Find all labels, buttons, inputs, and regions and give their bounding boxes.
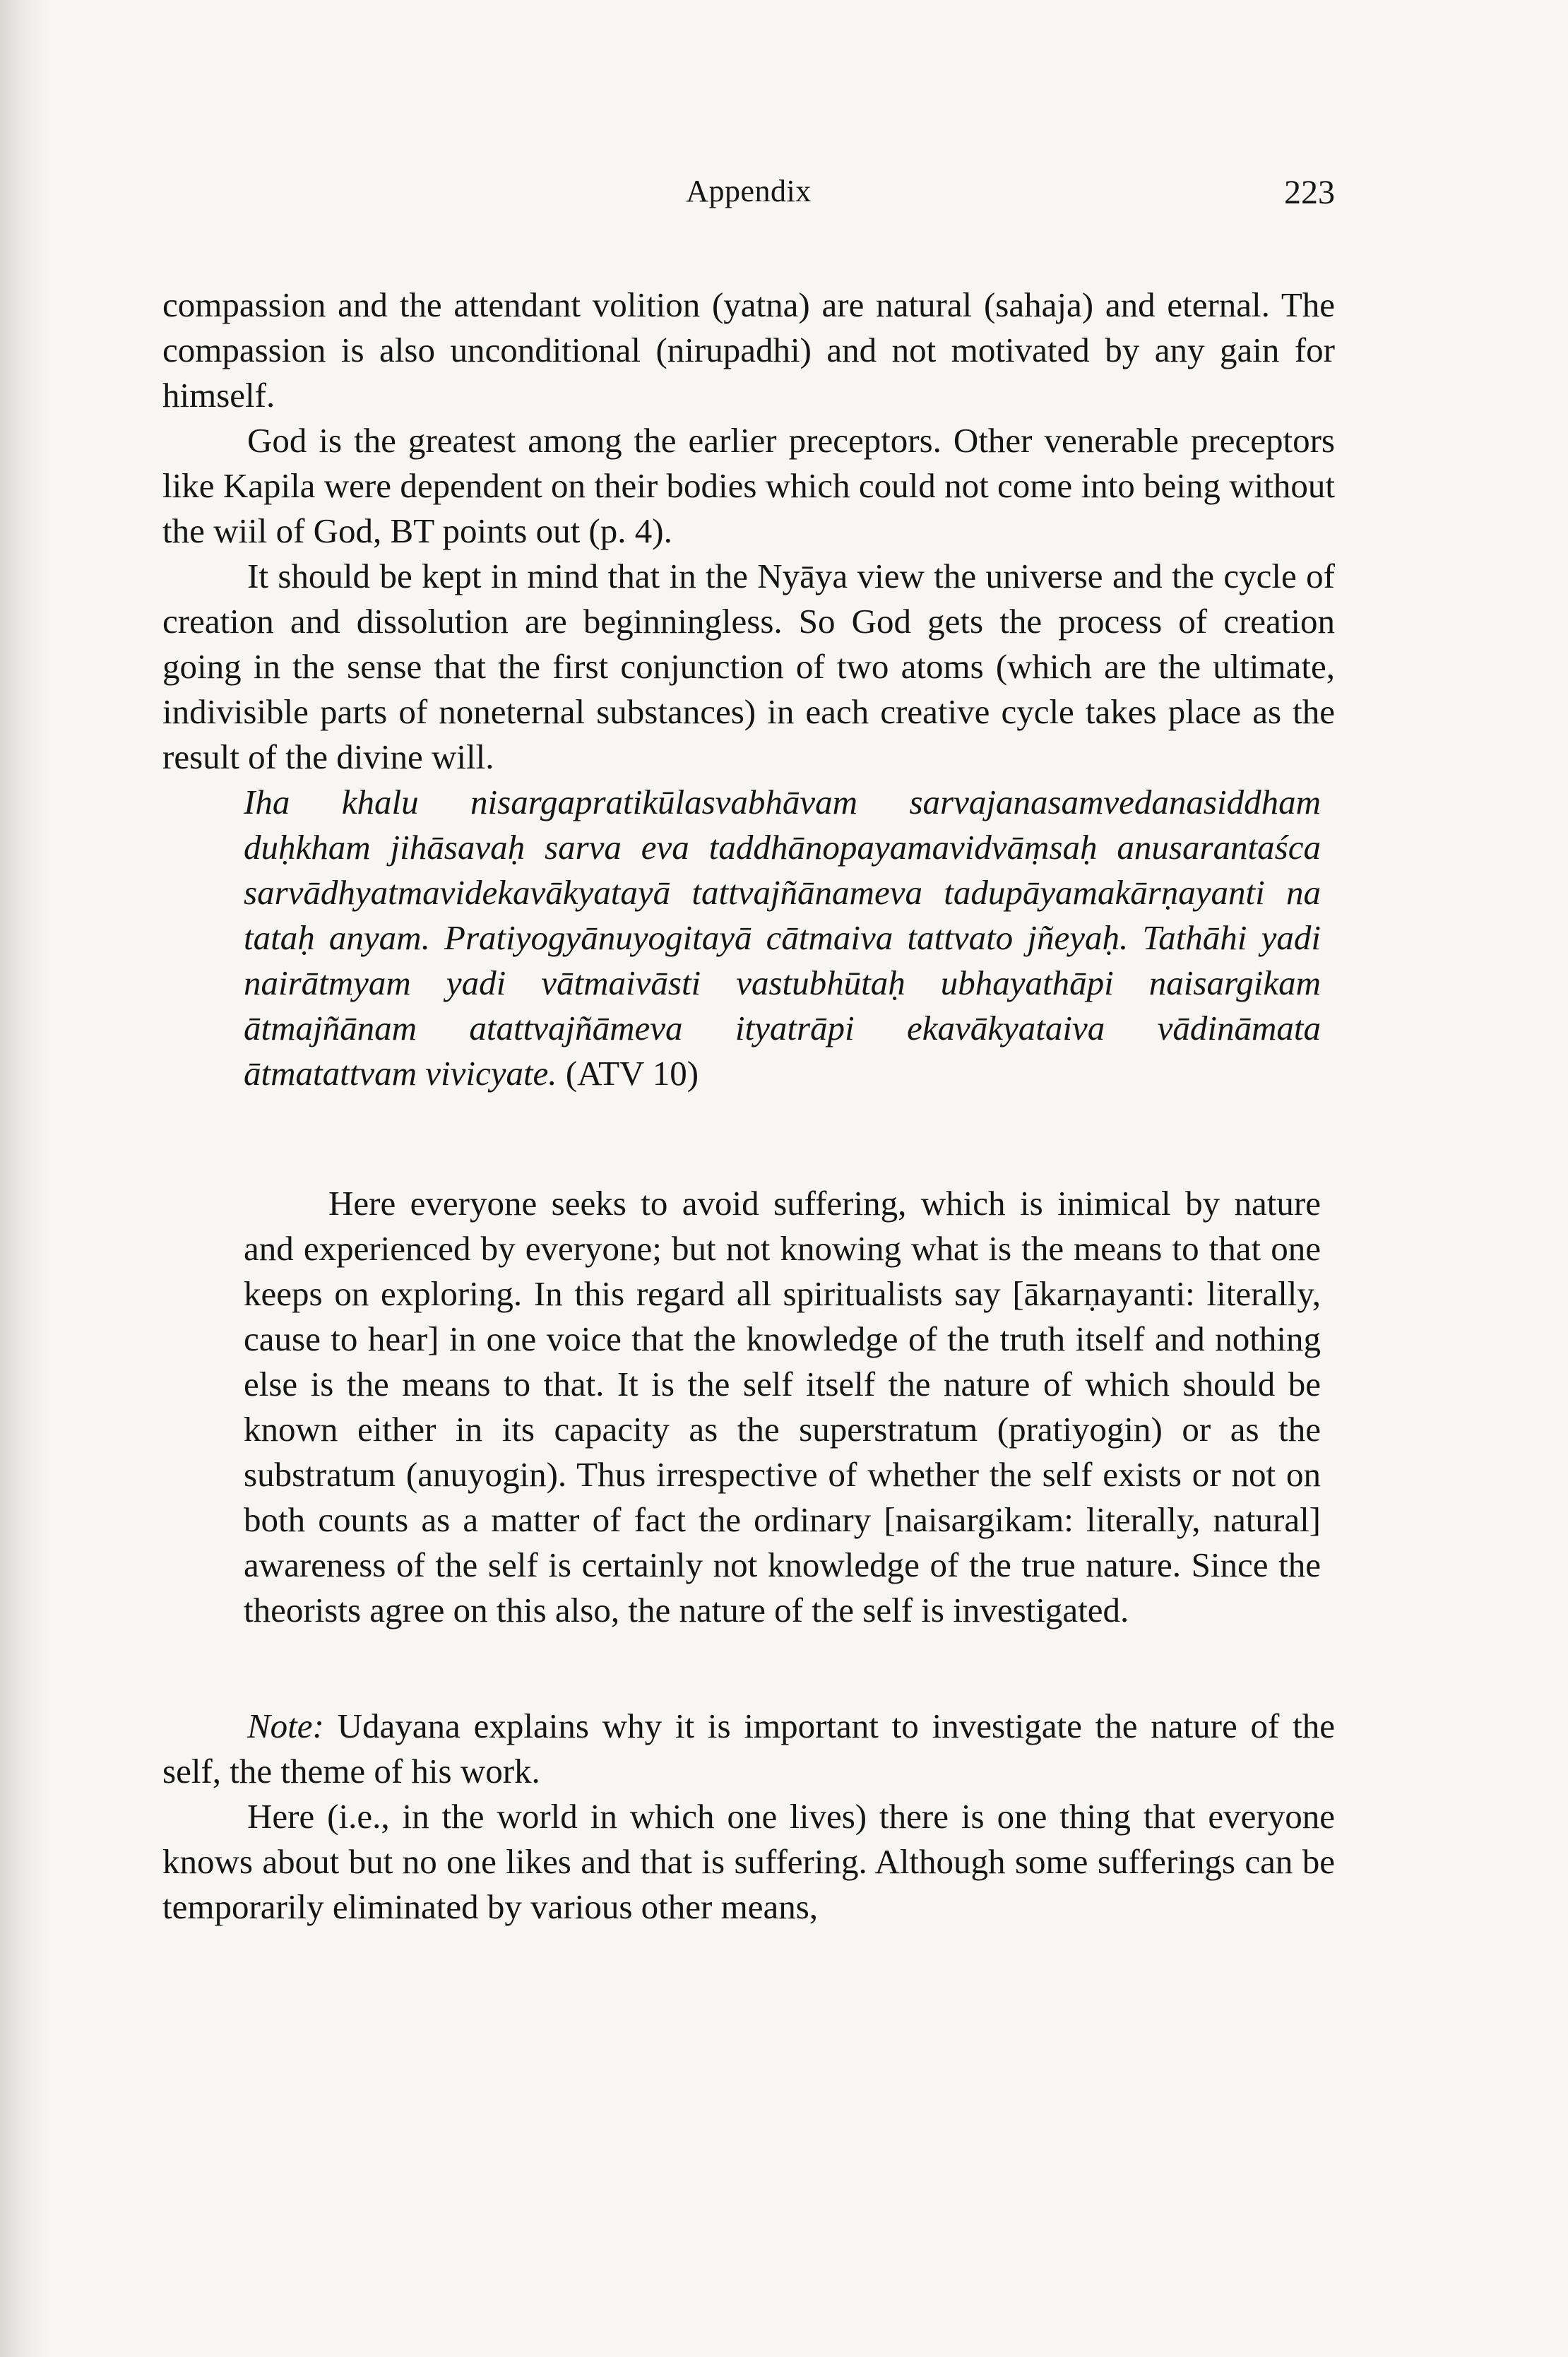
quote-reference: (ATV 10) (565, 1054, 699, 1093)
note-text: Udayana explains why it is important to investigate the nature of the self, the theme of his work. (162, 1706, 1335, 1791)
running-head: Appendix (686, 174, 812, 208)
page-body (162, 283, 1335, 1930)
sanskrit-quote-text: Iha khalu nisargapratikūlasvabhāvam sarvajanasamvedanasiddham duḥkham jihāsavaḥ sarva eva taddhānopayamavidvāṃsaḥ anusarantaśca sarvādhyatmavidekavākyatayā tattvajñānameva tadupāyamakārṇayanti na tataḥ anyam. Pratiyogyānuyogitayā cātmaiva tattvato jñeyaḥ. Tathāhi yadi nairātmyam yadi vātmaivāsti vastubhūtaḥ ubhayathāpi naisargikam ātmajñānam atattvajñāmeva ityatrāpi ekavākyataiva vādināmata ātmatattvam vivicyate. (244, 783, 1321, 1093)
note-paragraph (162, 1704, 1335, 1794)
paragraph-compassion: compassion and the attendant volition (yatna) are natural (sahaja) and eternal. The compassion is also unconditional (nirupadhi) and not motivated by any gain for himself. (162, 285, 1335, 415)
page-header (162, 173, 1335, 222)
translation-paragraph: Here everyone seeks to avoid suffering, which is inimical by nature and experienced by everyone; but not knowing what is the means to that one keeps on exploring. In this regard all spiritualists say [ākarṇayanti: literally, cause to hear] in one voice that the knowledge of the truth itself and nothing else is the means to that. It is the self itself the nature of which should be known either in its capacity as the superstratum (pratiyogin) or as the substratum (anuyogin). Thus irrespective of whether the self exists or not on both counts as a matter of fact the ordinary [naisargikam: literally, natural] awareness of the self is certainly not knowledge of the true nature. Since the theorists agree on this also, the nature of the self is investigated. (244, 1184, 1321, 1629)
sanskrit-quote (244, 780, 1321, 1096)
paragraph-nyaya-view: It should be kept in mind that in the Nyāya view the universe and the cycle of creation and dissolution are beginningless. So God gets the process of creation going in the sense that the first conjunction of two atoms (which are the ultimate, indivisible parts of noneternal substances) in each creative cycle takes place as the result of the divine will. (162, 557, 1335, 776)
paragraph-suffering: Here (i.e., in the world in which one lives) there is one thing that everyone knows about but no one likes and that is suffering. Although some sufferings can be temporarily eliminated by various other means, (162, 1797, 1335, 1926)
page-edge-shadow (0, 0, 49, 2357)
paragraph-preceptors: God is the greatest among the earlier preceptors. Other venerable preceptors like Kapila were dependent on their bodies which could not come into being without the wiil of God, BT points out (p. 4). (162, 421, 1335, 550)
page-number: 223 (1284, 174, 1335, 211)
note-label: Note: (247, 1706, 324, 1745)
